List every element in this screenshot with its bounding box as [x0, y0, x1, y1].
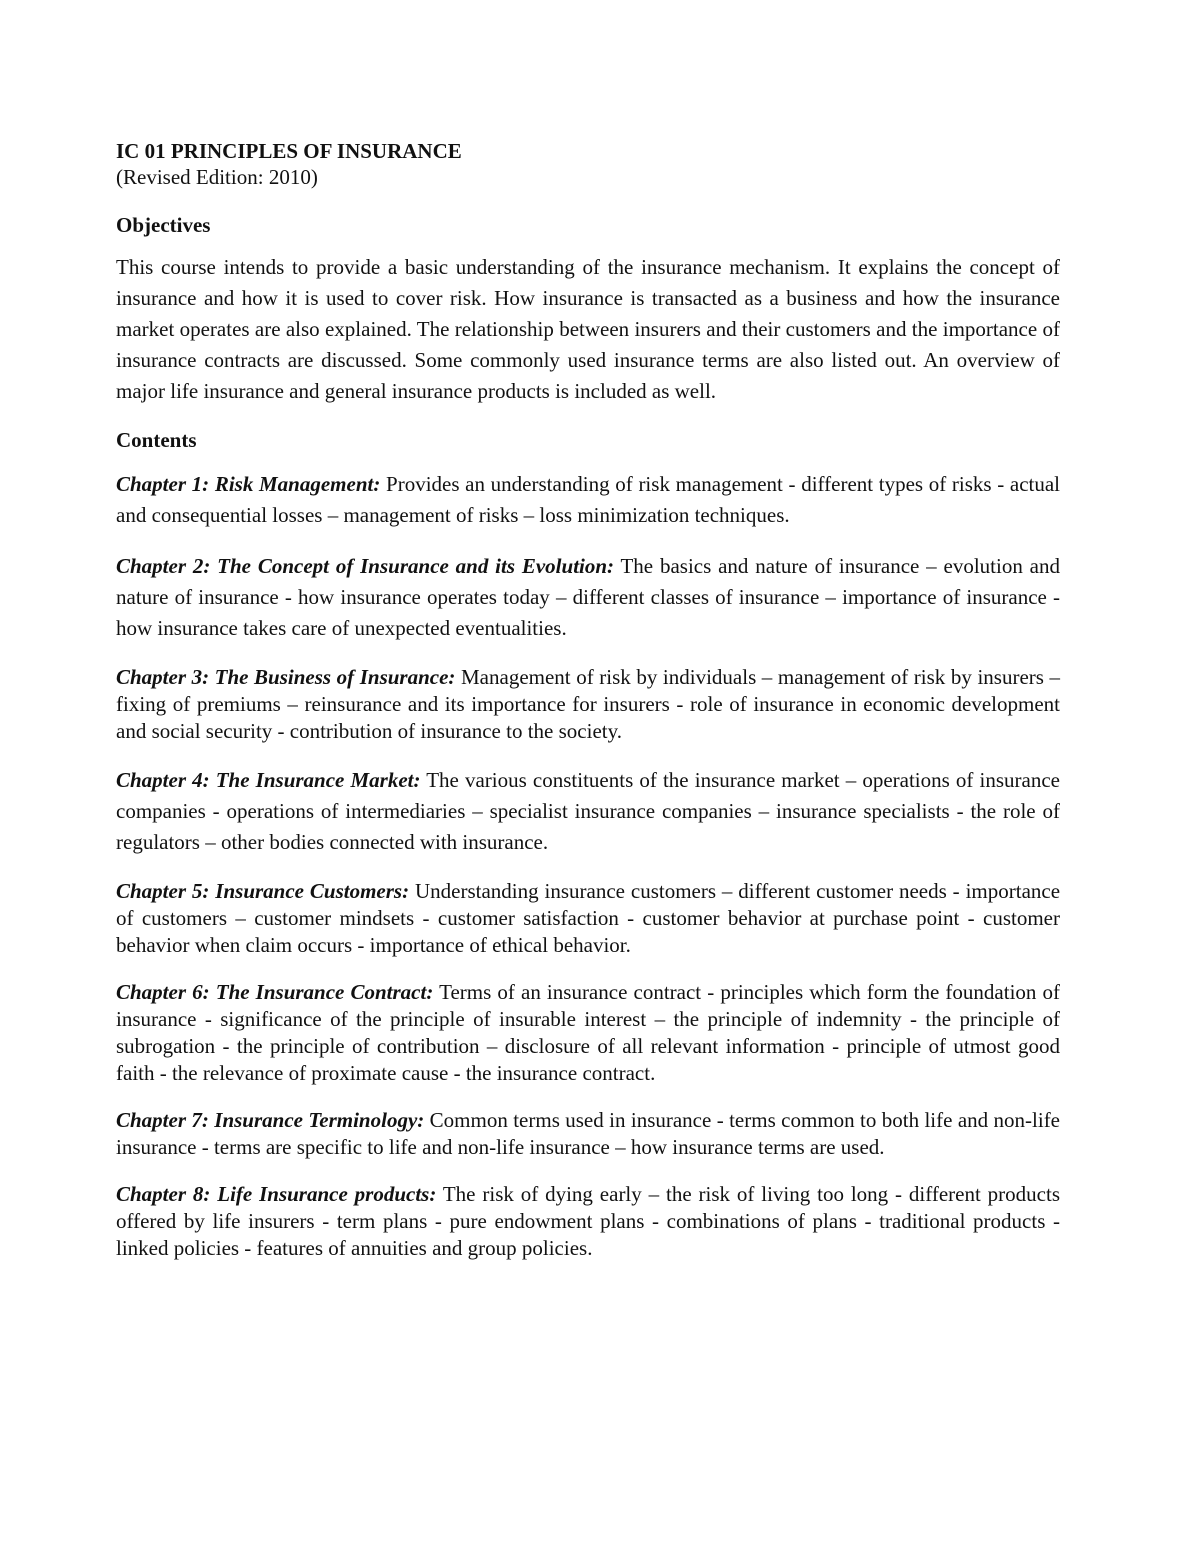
contents-heading: Contents: [116, 428, 197, 452]
chapter-5-text: Understanding insurance customers – different customer needs - importance of customers – customer mindsets - customer satisfaction - customer behavior at purchase point - customer behavior when claim occurs - importance of ethical behavior.: [116, 879, 1061, 957]
chapter-3-text: Management of risk by individuals – management of risk by insurers – fixing of premiums – reinsurance and its importance for insurers - role of insurance in economic development and social security - contribution of insurance to the society.: [116, 665, 1061, 743]
chapter-1-text: Provides an understanding of risk management - different types of risks - actual and consequential losses – management of risks – loss minimization techniques.: [116, 472, 1061, 527]
chapter-2-title: Chapter 2: The Concept of Insurance and its Evolution:: [116, 554, 615, 578]
chapter-3-title: Chapter 3: The Business of Insurance:: [116, 665, 456, 689]
chapter-4: [116, 765, 1060, 858]
chapter-2-text: The basics and nature of insurance – evolution and nature of insurance - how insurance operates today – different classes of insurance – importance of insurance - how insurance takes care of unexpected eventualities.: [116, 554, 1060, 640]
chapter-3: [116, 664, 1060, 745]
chapter-6-text: Terms of an insurance contract - principles which form the foundation of insurance - significance of the principle of insurable interest – the principle of indemnity - the principle of subrogation - the principle of contribution – disclosure of all relevant information - principle of utmost good faith - the relevance of proximate cause - the insurance contract.: [116, 980, 1061, 1085]
chapter-1-title: Chapter 1: Risk Management:: [116, 472, 381, 496]
chapter-5: [116, 878, 1060, 959]
chapter-8-text: The risk of dying early – the risk of living too long - different products offered by life insurers - term plans - pure endowment plans - combinations of plans - traditional products - linked policies - features of annuities and group policies.: [116, 1182, 1061, 1260]
document-edition: (Revised Edition: 2010): [116, 165, 318, 189]
chapter-7-title: Chapter 7: Insurance Terminology:: [116, 1108, 425, 1132]
objectives-heading: Objectives: [116, 213, 211, 237]
chapter-7-text: Common terms used in insurance - terms common to both life and non-life insurance - terms are specific to life and non-life insurance – how insurance terms are used.: [116, 1108, 1061, 1159]
chapter-6: [116, 979, 1060, 1087]
chapter-8: [116, 1181, 1060, 1262]
chapter-4-text: The various constituents of the insurance market – operations of insurance companies - operations of intermediaries – specialist insurance companies – insurance specialists - the role of regulators – other bodies connected with insurance.: [116, 768, 1060, 854]
chapter-7: [116, 1107, 1060, 1161]
objectives-text: This course intends to provide a basic understanding of the insurance mechanism. It explains the concept of insurance and how it is used to cover risk. How insurance is transacted as a business and how the insurance market operates are also explained. The relationship between insurers and their customers and the importance of insurance contracts are discussed. Some commonly used insurance terms are also listed out. An overview of major life insurance and general insurance products is included as well.: [116, 255, 1060, 403]
chapter-2: [116, 551, 1060, 644]
document-title: IC 01 PRINCIPLES OF INSURANCE: [116, 139, 462, 163]
document-page: [116, 138, 1060, 1282]
chapter-6-title: Chapter 6: The Insurance Contract:: [116, 980, 434, 1004]
chapter-1: [116, 469, 1060, 531]
chapter-8-title: Chapter 8: Life Insurance products:: [116, 1182, 437, 1206]
chapter-5-title: Chapter 5: Insurance Customers:: [116, 879, 410, 903]
chapter-4-title: Chapter 4: The Insurance Market:: [116, 768, 421, 792]
